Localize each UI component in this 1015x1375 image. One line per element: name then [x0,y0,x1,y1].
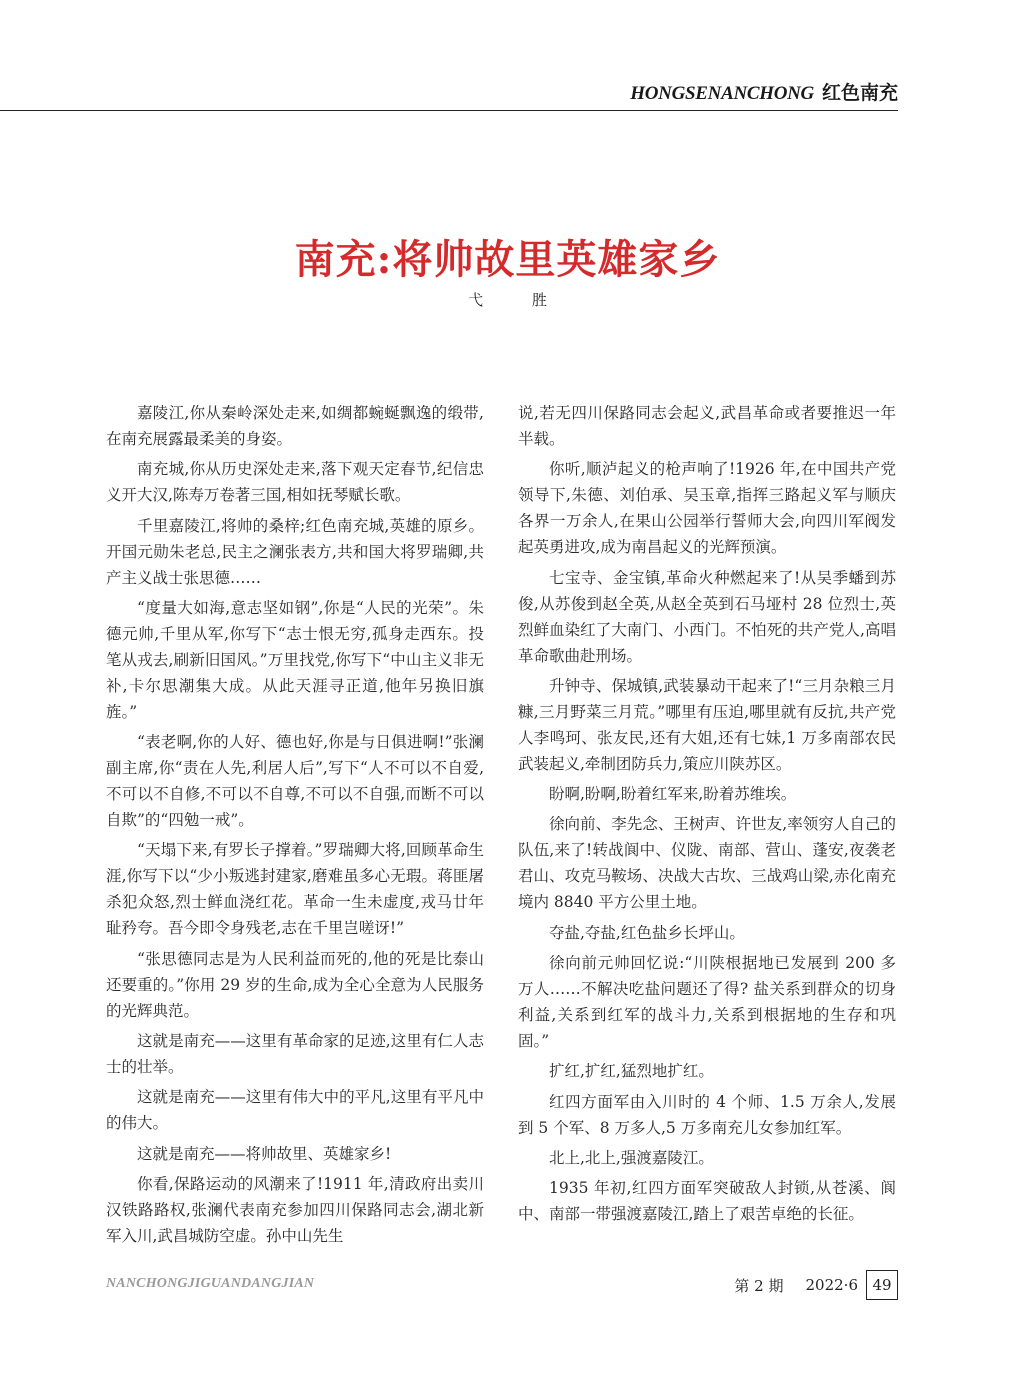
paragraph: 嘉陵江,你从秦岭深处走来,如绸都蜿蜒飘逸的缎带,在南充展露最柔美的身姿。 [106,404,484,448]
footer-journal-name: NANCHONGJIGUANDANGJIAN [106,1276,315,1291]
paragraph: 北上,北上,强渡嘉陵江。 [549,1148,714,1167]
page-number: 49 [866,1270,898,1300]
header-english: HONGSENANCHONG [630,83,814,104]
paragraph: 南充城,你从历史深处走来,落下观天定春节,纪信忠义开大汉,陈寿万卷著三国,相如抚琴赋长歌。 [106,460,484,505]
right-column [518,400,896,1232]
paragraph: 扩红,扩红,猛烈地扩红。 [549,1062,714,1081]
paragraph: 这就是南充——这里有革命家的足迹,这里有仁人志士的壮举。 [106,1032,484,1077]
paragraph: 千里嘉陵江,将帅的桑梓;红色南充城,英雄的原乡。开国元勋朱老总,民主之澜张表方,共和国大将罗瑞卿,共产主义战士张思德…… [106,516,484,587]
paragraph: 七宝寺、金宝镇,革命火种燃起来了!从吴季蟠到苏俊,从苏俊到赵全英,从赵全英到石马垭村 28 位烈士,英烈鲜血染红了大南门、小西门。不怕死的共产党人,高唱革命歌曲赴刑场。 [518,568,896,665]
paragraph: “天塌下来,有罗长子撑着。”罗瑞卿大将,回顾革命生涯,你写下以“少小叛逃封建家,磨难虽多心无瑕。蒋匪屠杀犯众怒,烈士鲜血浇红花。革命一生未虚度,戎马廿年耻矜夸。吾今即令身残老,志在千里岂嗟讶!” [106,841,484,938]
header-chinese: 红色南充 [821,82,898,104]
paragraph: “张思德同志是为人民利益而死的,他的死是比泰山还要重的。”你用 29 岁的生命,成为全心全意为人民服务的光辉典范。 [106,949,484,1020]
header-text [630,78,898,105]
paragraph-continuation: 说,若无四川保路同志会起义,武昌革命或者要推迟一年半载。 [518,404,896,448]
paragraph: 红四方面军由入川时的 4 个师、1.5 万余人,发展到 5 个军、8 万多人,5 万多南充儿女参加红军。 [518,1092,896,1137]
paragraph: 1935 年初,红四方面军突破敌人封锁,从苍溪、阆中、南部一带强渡嘉陵江,踏上了艰苦卓绝的长征。 [518,1179,896,1224]
article-title: 南充:将帅故里英雄家乡 [294,236,721,283]
paragraph: “表老啊,你的人好、德也好,你是与日俱进啊!”张澜副主席,你“责在人先,利居人后”,写下“人不可以不自爱,不可以不自修,不可以不自尊,不可以不自强,而断不可以自欺”的“四勉一戒”。 [106,733,484,830]
article-author: 弋 胜 [468,291,569,309]
paragraph: 你看,保路运动的风潮来了!1911 年,清政府出卖川汉铁路路权,张澜代表南充参加四川保路同志会,湖北新军入川,武昌城防空虚。孙中山先生 [106,1174,484,1245]
paragraph: 你听,顺泸起义的枪声响了!1926 年,在中国共产党领导下,朱德、刘伯承、吴玉章,指挥三路起义军与顺庆各界一万余人,在果山公园举行誓师大会,向四川军阀发起英勇进攻,成为南昌起义的光辉预演。 [518,460,896,557]
paragraph: 升钟寺、保城镇,武装暴动干起来了!“三月杂粮三月糠,三月野菜三月荒。”哪里有压迫,哪里就有反抗,共产党人李鸣珂、张友民,还有大姐,还有七妹,1 万多南部农民武装起义,牵制团防兵力,策应川陕苏区。 [518,676,896,773]
issue-date: 2022·6 [805,1276,858,1294]
paragraph: “度量大如海,意志坚如钢”,你是“人民的光荣”。朱德元帅,千里从军,你写下“志士恨无穷,孤身走西东。投笔从戎去,刷新旧国风。”万里找党,你写下“中山主义非无补,卡尔思潮集大成。从此天涯寻正道,他年另换旧旗旌。” [106,598,484,721]
paragraph: 徐向前、李先念、王树声、许世友,率领穷人自己的队伍,来了!转战阆中、仪陇、南部、营山、蓬安,夜袭老君山、攻克马鞍场、决战大古坎、三战鸡山梁,赤化南充境内 8840 平方公里土地。 [518,815,896,912]
issue-number: 第 2 期 [734,1276,784,1295]
footer-issue-info [734,1270,898,1300]
paragraph: 夺盐,夺盐,红色盐乡长坪山。 [549,923,745,942]
paragraph: 徐向前元帅回忆说:“川陕根据地已发展到 200 多万人……不解决吃盐问题还了得? 盐关系到群众的切身利益,关系到红军的战斗力,关系到根据地的生存和巩固。” [518,954,896,1051]
paragraph: 这就是南充——将帅故里、英雄家乡! [137,1144,392,1163]
running-header [0,76,898,111]
left-column [106,400,484,1253]
paragraph: 盼啊,盼啊,盼着红军来,盼着苏维埃。 [549,785,797,804]
paragraph: 这就是南充——这里有伟大中的平凡,这里有平凡中的伟大。 [106,1088,484,1133]
